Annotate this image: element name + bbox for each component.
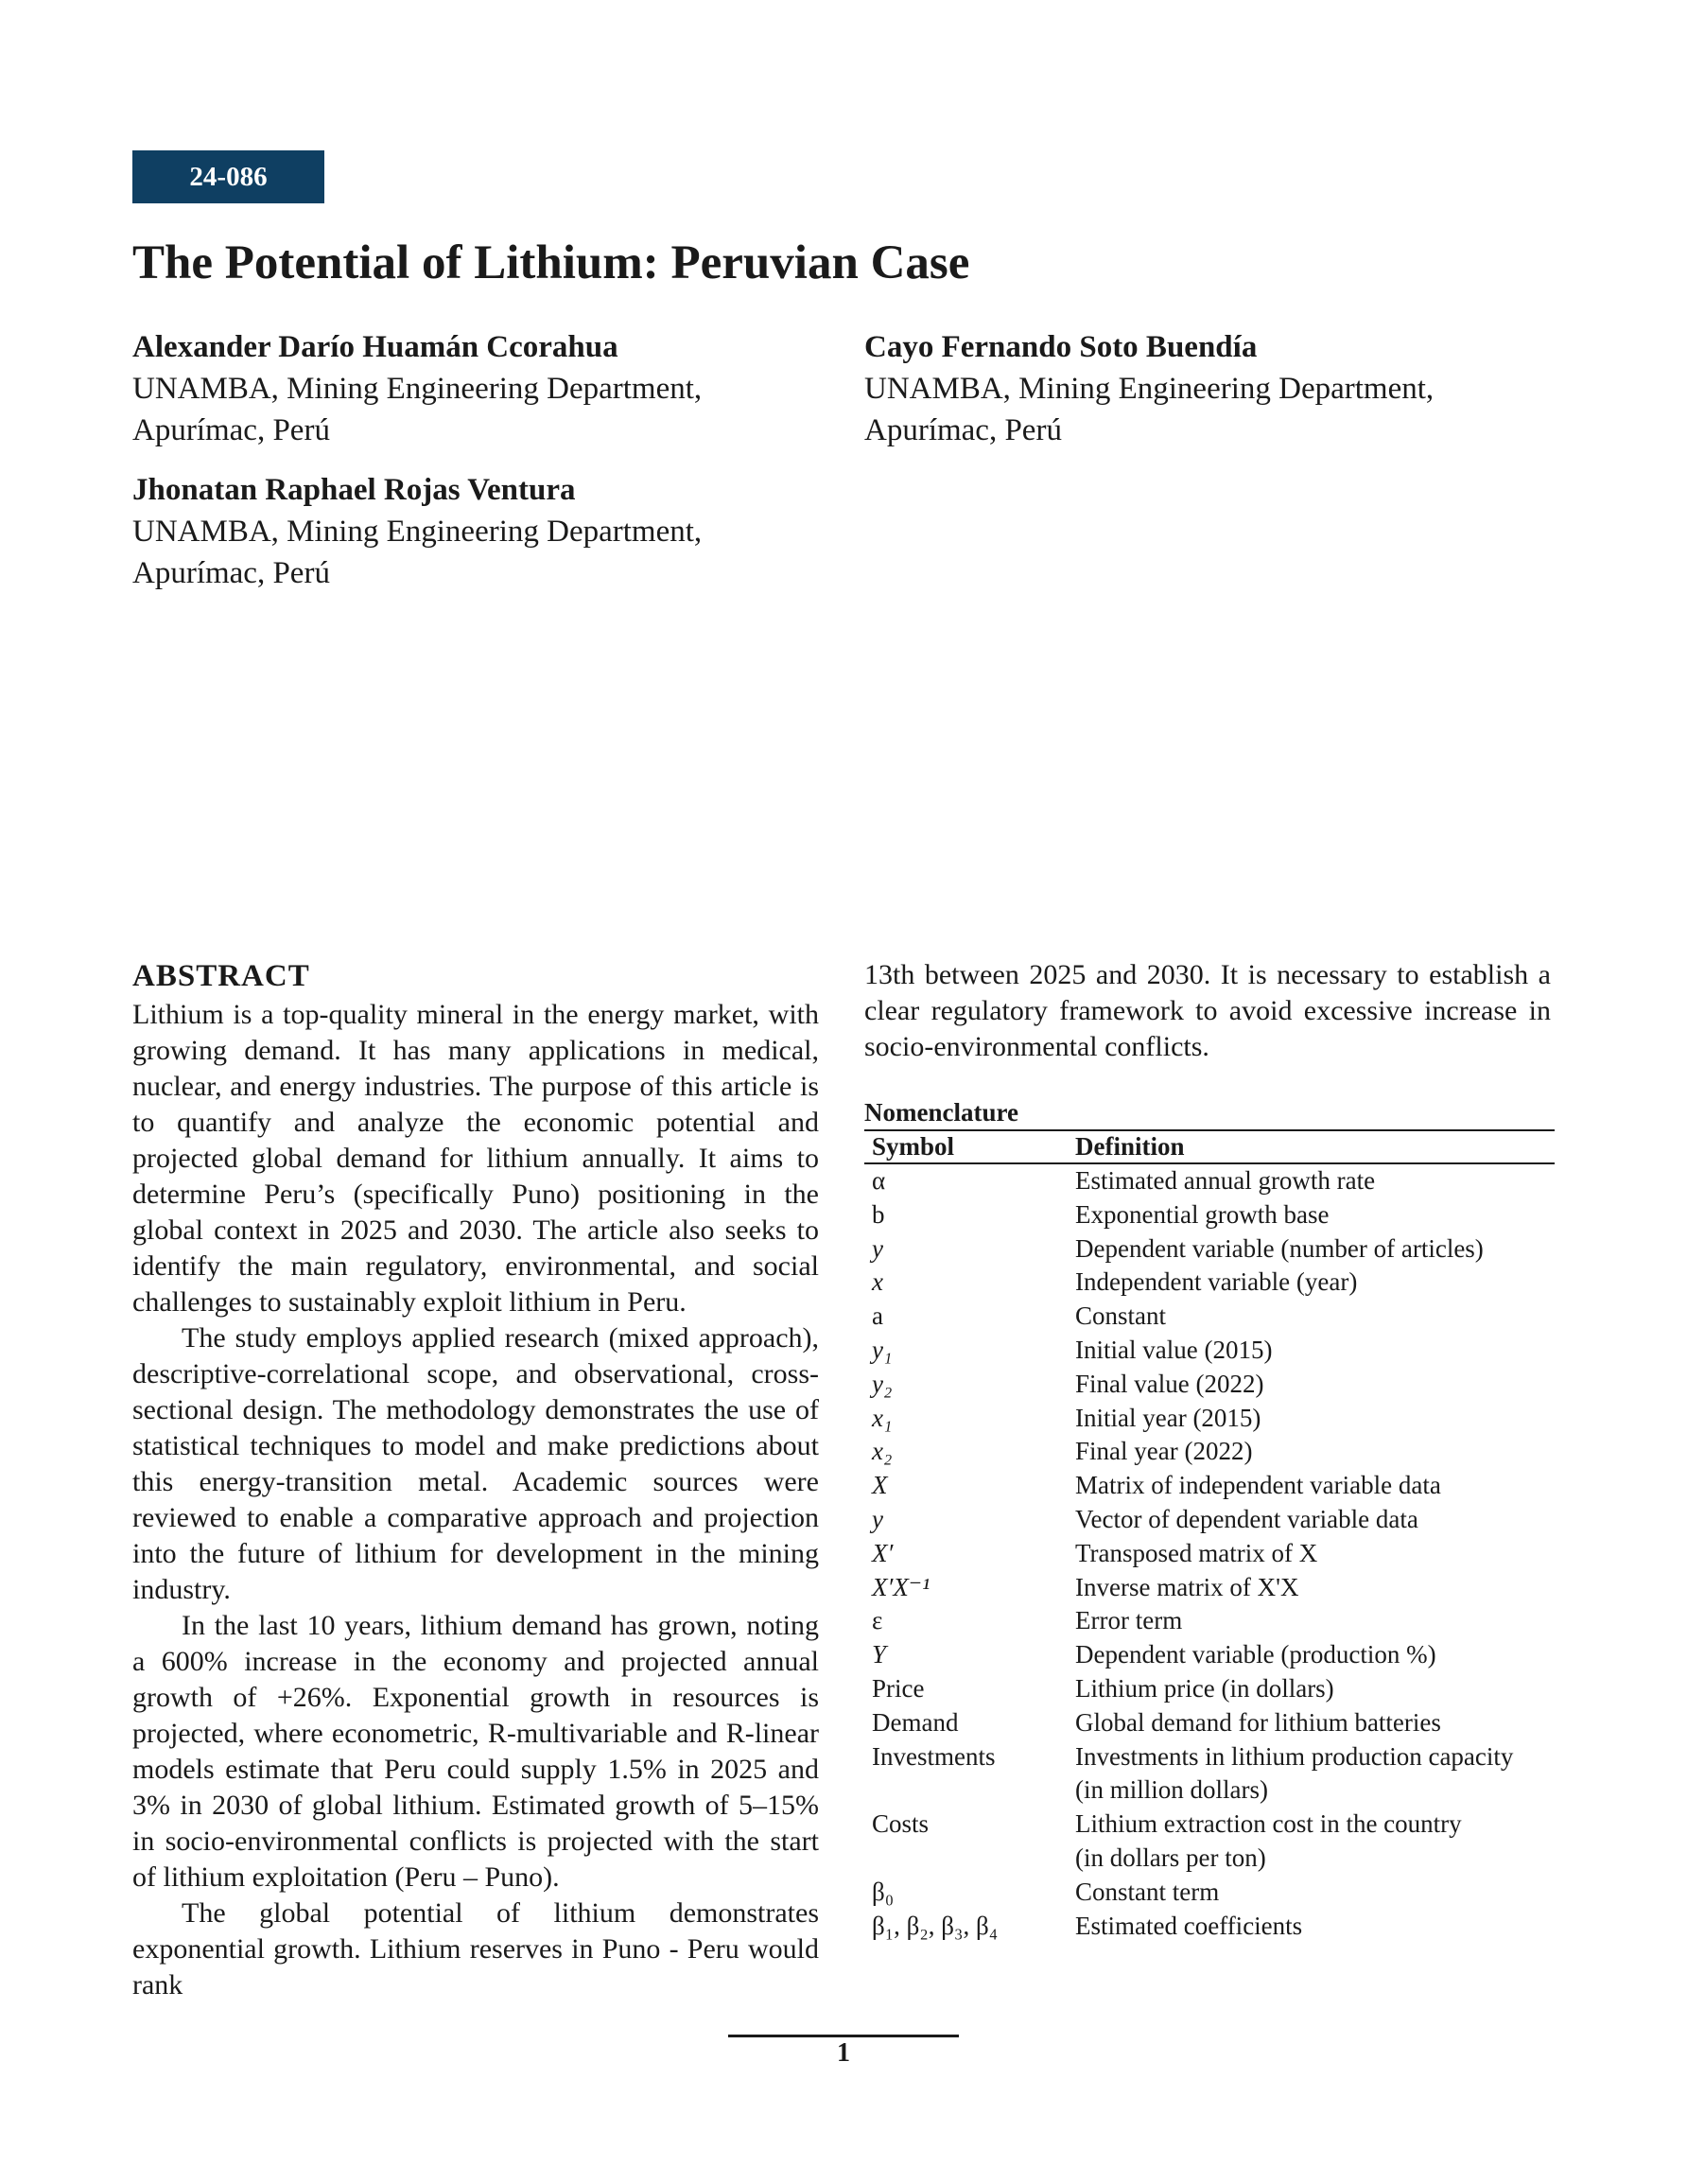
table-row — [864, 1300, 1555, 1334]
author-name: Jhonatan Raphael Rojas Ventura — [132, 473, 576, 507]
author-affiliation: UNAMBA, Mining Engineering Department, — [132, 515, 703, 549]
table-row — [864, 1232, 1555, 1267]
abstract-paragraph-continued: 13th between 2025 and 2030. It is necessary to establish a clear regulatory framework to avoid excessive increase in socio-environmental conflicts. — [864, 959, 1551, 1062]
definition-cell — [1068, 1571, 1555, 1605]
definition-text: Initial value (2015) — [1075, 1335, 1273, 1364]
table-row — [864, 1910, 1555, 1944]
author-block — [132, 326, 813, 451]
abstract-paragraph: The global potential of lithium demonstrates exponential growth. Lithium reserves in Puno - Peru would rank — [132, 1897, 819, 2001]
symbol-column-header: Symbol — [864, 1130, 1068, 1163]
table-header-row — [864, 1130, 1555, 1163]
symbol-cell: β₀ — [872, 1877, 895, 1906]
table-row — [864, 1808, 1555, 1876]
symbol-cell: X′ — [872, 1538, 894, 1567]
definition-text: Initial year (2015) — [1075, 1403, 1261, 1432]
table-row — [864, 1469, 1555, 1503]
definition-text: Exponential growth base — [1075, 1199, 1330, 1229]
author-affiliation: UNAMBA, Mining Engineering Department, — [132, 372, 703, 406]
definition-text-continued: (in million dollars) — [1075, 1775, 1268, 1805]
author-block — [864, 326, 1545, 451]
definition-column-header: Definition — [1068, 1130, 1555, 1163]
definition-text: Lithium price (in dollars) — [1075, 1673, 1334, 1703]
symbol-cell: α — [872, 1166, 886, 1195]
symbol-cell: Demand — [872, 1707, 959, 1737]
symbol-cell: x — [872, 1267, 883, 1297]
abstract-left-column — [132, 955, 819, 2003]
definition-cell — [1068, 1163, 1555, 1198]
definition-cell — [1068, 1672, 1555, 1706]
page-number: 1 — [837, 2038, 850, 2068]
table-row — [864, 1604, 1555, 1638]
definition-text: Inverse matrix of X'X — [1075, 1572, 1299, 1601]
author-location: Apurímac, Perú — [132, 413, 330, 447]
definition-cell — [1068, 1402, 1555, 1436]
definition-cell — [1068, 1638, 1555, 1672]
definition-text: Constant term — [1075, 1877, 1220, 1906]
definition-text: Estimated annual growth rate — [1075, 1166, 1376, 1195]
definition-cell — [1068, 1435, 1555, 1469]
definition-text: Dependent variable (number of articles) — [1075, 1233, 1484, 1263]
table-row — [864, 1503, 1555, 1537]
symbol-cell: ε — [872, 1606, 883, 1635]
symbol-cell: y — [872, 1504, 883, 1533]
paper-title: The Potential of Lithium: Peruvian Case — [132, 236, 970, 289]
table-row — [864, 1638, 1555, 1672]
symbol-cell: X — [872, 1471, 888, 1500]
symbol-cell: β₁, β₂, β₃, β₄ — [872, 1911, 999, 1940]
definition-text: Final year (2022) — [1075, 1437, 1253, 1466]
table-row — [864, 1334, 1555, 1368]
nomenclature-rows — [864, 1163, 1555, 1943]
nomenclature-section — [864, 1095, 1555, 1943]
table-row — [864, 1368, 1555, 1402]
author-location: Apurímac, Perú — [864, 413, 1062, 447]
nomenclature-table — [864, 1129, 1555, 1943]
abstract-right-column — [864, 957, 1551, 1065]
symbol-cell: y₂ — [872, 1369, 893, 1398]
definition-cell — [1068, 1368, 1555, 1402]
symbol-cell: a — [872, 1302, 883, 1331]
definition-text: Transposed matrix of X — [1075, 1538, 1318, 1567]
symbol-cell: b — [872, 1199, 885, 1229]
definition-cell — [1068, 1469, 1555, 1503]
table-row — [864, 1402, 1555, 1436]
symbol-cell: y₁ — [872, 1335, 893, 1364]
definition-cell — [1068, 1300, 1555, 1334]
definition-cell — [1068, 1876, 1555, 1910]
abstract-paragraph: The study employs applied research (mixed approach), descriptive-correlational scope, and observational, cross-sectional design. The methodology demonstrates the use of statistical techniques to model and make predictions about this energy-transition metal. Academic sources were reviewed to enable a comparative approach and projection into the future of lithium for development in the mining industry. — [132, 1322, 819, 1605]
definition-cell — [1068, 1266, 1555, 1300]
abstract-heading: ABSTRACT — [132, 959, 310, 993]
definition-cell — [1068, 1910, 1555, 1944]
table-row — [864, 1740, 1555, 1808]
abstract-paragraph: Lithium is a top-quality mineral in the energy market, with growing demand. It has many applications in medical, nuclear, and energy industries. The purpose of this article is to quantify and analyze the economic potential and projected global demand for lithium annually. It aims to determine Peru’s (specifically Puno) positioning in the global context in 2025 and 2030. The article also seeks to identify the main regulatory, environmental, and social challenges to sustainably exploit lithium in Peru. — [132, 999, 819, 1318]
definition-text: Error term — [1075, 1606, 1183, 1635]
symbol-cell: X′X⁻¹ — [872, 1572, 930, 1601]
table-row — [864, 1198, 1555, 1232]
definition-text: Vector of dependent variable data — [1075, 1504, 1418, 1533]
definition-text: Constant — [1075, 1302, 1167, 1331]
definition-text: Dependent variable (production %) — [1075, 1640, 1436, 1669]
definition-cell — [1068, 1706, 1555, 1740]
definition-text: Final value (2022) — [1075, 1369, 1264, 1398]
symbol-cell: Costs — [872, 1809, 930, 1839]
definition-text: Global demand for lithium batteries — [1075, 1707, 1441, 1737]
table-row — [864, 1672, 1555, 1706]
definition-cell — [1068, 1808, 1555, 1876]
abstract-paragraph: In the last 10 years, lithium demand has grown, noting a 600% increase in the economy and projected annual growth of +26%. Exponential growth in resources is projected, where econometric, R-multivariable and R-linear models estimate that Peru could supply 1.5% in 2025 and 3% in 2030 of global lithium. Estimated growth of 5–15% in socio-environmental conflicts is projected with the start of lithium exploitation (Peru – Puno). — [132, 1610, 819, 1893]
symbol-cell: y — [872, 1233, 883, 1263]
table-row — [864, 1266, 1555, 1300]
symbol-cell: Price — [872, 1673, 925, 1703]
author-location: Apurímac, Perú — [132, 556, 330, 590]
definition-text: Estimated coefficients — [1075, 1911, 1303, 1940]
definition-text: Matrix of independent variable data — [1075, 1471, 1441, 1500]
symbol-cell: Y — [872, 1640, 887, 1669]
table-row — [864, 1435, 1555, 1469]
table-row — [864, 1163, 1555, 1198]
footer-divider — [728, 2035, 959, 2037]
author-block — [132, 469, 813, 594]
table-row — [864, 1876, 1555, 1910]
symbol-cell: x₂ — [872, 1437, 893, 1466]
symbol-cell: x₁ — [872, 1403, 893, 1432]
definition-cell — [1068, 1198, 1555, 1232]
symbol-cell: Investments — [872, 1741, 996, 1771]
definition-cell — [1068, 1232, 1555, 1267]
definition-cell — [1068, 1740, 1555, 1808]
definition-text: Investments in lithium production capacity — [1075, 1741, 1514, 1771]
definition-cell — [1068, 1334, 1555, 1368]
author-affiliation: UNAMBA, Mining Engineering Department, — [864, 372, 1435, 406]
definition-cell — [1068, 1604, 1555, 1638]
table-row — [864, 1706, 1555, 1740]
definition-cell — [1068, 1537, 1555, 1571]
definition-text: Lithium extraction cost in the country — [1075, 1809, 1462, 1839]
definition-cell — [1068, 1503, 1555, 1537]
table-row — [864, 1571, 1555, 1605]
definition-text: Independent variable (year) — [1075, 1267, 1358, 1297]
table-row — [864, 1537, 1555, 1571]
author-name: Alexander Darío Huamán Ccorahua — [132, 330, 618, 364]
author-name: Cayo Fernando Soto Buendía — [864, 330, 1258, 364]
paper-id-badge: 24-086 — [132, 150, 324, 203]
nomenclature-caption: Nomenclature — [864, 1098, 1018, 1127]
definition-text-continued: (in dollars per ton) — [1075, 1843, 1266, 1872]
